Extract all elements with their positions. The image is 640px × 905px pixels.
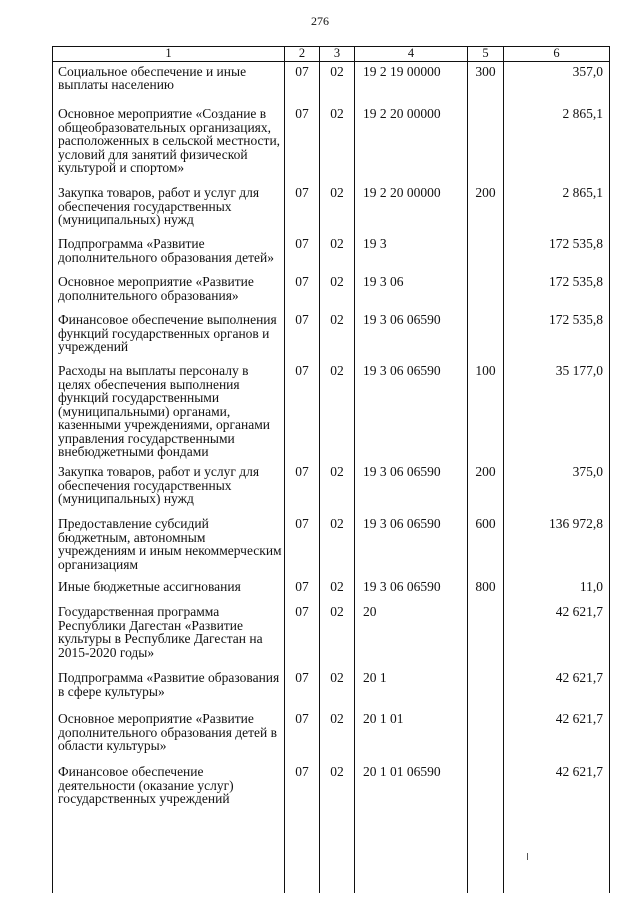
column-header-4: 4: [355, 47, 468, 62]
empty-cell: [285, 820, 320, 893]
subsection-code: 02: [320, 310, 355, 361]
column-header-6: 6: [504, 47, 610, 62]
section-code: 07: [285, 462, 320, 514]
amount: 42 621,7: [504, 709, 610, 762]
expense-type-code: [468, 668, 504, 709]
subsection-code: 02: [320, 602, 355, 668]
expense-type-code: [468, 602, 504, 668]
item-name: Основное мероприятие «Развитие дополнительного образования детей в области культуры»: [53, 709, 285, 762]
header-row: [53, 47, 610, 62]
item-name: Основное мероприятие «Развитие дополнительного образования»: [53, 272, 285, 310]
column-header-3: 3: [320, 47, 355, 62]
section-code: 07: [285, 183, 320, 234]
target-article-code: 19 3 06 06590: [355, 514, 468, 577]
expense-type-code: [468, 310, 504, 361]
target-article-code: 19 3 06 06590: [355, 462, 468, 514]
table-row: [53, 762, 610, 820]
expense-type-code: [468, 272, 504, 310]
subsection-code: 02: [320, 462, 355, 514]
subsection-code: 02: [320, 762, 355, 820]
amount: 2 865,1: [504, 183, 610, 234]
section-code: 07: [285, 602, 320, 668]
subsection-code: 02: [320, 104, 355, 183]
expense-type-code: 600: [468, 514, 504, 577]
item-name: Закупка товаров, работ и услуг для обеспечения государственных (муниципальных) нужд: [53, 462, 285, 514]
budget-table: [52, 46, 610, 893]
table-row: [53, 310, 610, 361]
column-header-1: 1: [53, 47, 285, 62]
scan-mark: [527, 853, 528, 860]
table-row: [53, 104, 610, 183]
subsection-code: 02: [320, 183, 355, 234]
table-row: [53, 668, 610, 709]
section-code: 07: [285, 310, 320, 361]
amount: 375,0: [504, 462, 610, 514]
subsection-code: 02: [320, 577, 355, 602]
target-article-code: 19 2 20 00000: [355, 183, 468, 234]
amount: 35 177,0: [504, 361, 610, 462]
table-row: [53, 462, 610, 514]
amount: 42 621,7: [504, 668, 610, 709]
expense-type-code: 300: [468, 61, 504, 104]
item-name: Подпрограмма «Развитие образования в сфере культуры»: [53, 668, 285, 709]
section-code: 07: [285, 668, 320, 709]
section-code: 07: [285, 709, 320, 762]
section-code: 07: [285, 104, 320, 183]
item-name: Государственная программа Республики Дагестан «Развитие культуры в Республике Дагестан на 2015-2020 годы»: [53, 602, 285, 668]
target-article-code: 19 3 06 06590: [355, 361, 468, 462]
amount: 172 535,8: [504, 310, 610, 361]
section-code: 07: [285, 514, 320, 577]
expense-type-code: 200: [468, 462, 504, 514]
target-article-code: 20: [355, 602, 468, 668]
item-name: Закупка товаров, работ и услуг для обеспечения государственных (муниципальных) нужд: [53, 183, 285, 234]
expense-type-code: [468, 104, 504, 183]
section-code: 07: [285, 272, 320, 310]
expense-type-code: 800: [468, 577, 504, 602]
expense-type-code: [468, 762, 504, 820]
empty-cell: [320, 820, 355, 893]
section-code: 07: [285, 577, 320, 602]
item-name: Иные бюджетные ассигнования: [53, 577, 285, 602]
subsection-code: 02: [320, 668, 355, 709]
subsection-code: 02: [320, 514, 355, 577]
expense-type-code: [468, 709, 504, 762]
item-name: Финансовое обеспечение деятельности (оказание услуг) государственных учреждений: [53, 762, 285, 820]
empty-cell: [53, 820, 285, 893]
amount: 11,0: [504, 577, 610, 602]
target-article-code: 20 1 01: [355, 709, 468, 762]
amount: 357,0: [504, 61, 610, 104]
subsection-code: 02: [320, 234, 355, 272]
section-code: 07: [285, 361, 320, 462]
item-name: Основное мероприятие «Создание в общеобразовательных организациях, расположенных в сельской местности, условий для занятий физической культурой и спортом»: [53, 104, 285, 183]
table-row: [53, 61, 610, 104]
subsection-code: 02: [320, 709, 355, 762]
target-article-code: 19 3 06 06590: [355, 310, 468, 361]
table-row: [53, 514, 610, 577]
target-article-code: 19 3 06 06590: [355, 577, 468, 602]
item-name: Подпрограмма «Развитие дополнительного образования детей»: [53, 234, 285, 272]
section-code: 07: [285, 762, 320, 820]
subsection-code: 02: [320, 361, 355, 462]
empty-cell: [468, 820, 504, 893]
target-article-code: 20 1 01 06590: [355, 762, 468, 820]
table-row: [53, 234, 610, 272]
amount: 42 621,7: [504, 762, 610, 820]
amount: 172 535,8: [504, 272, 610, 310]
column-header-2: 2: [285, 47, 320, 62]
item-name: Расходы на выплаты персоналу в целях обеспечения выполнения функций государственными (муниципальными) органами, казенными учреждениями, органами управления государственными внебюджетными фондами: [53, 361, 285, 462]
amount: 136 972,8: [504, 514, 610, 577]
amount: 172 535,8: [504, 234, 610, 272]
target-article-code: 19 3: [355, 234, 468, 272]
table-row: [53, 602, 610, 668]
item-name: Предоставление субсидий бюджетным, автономным учреждениям и иным некоммерческим организациям: [53, 514, 285, 577]
target-article-code: 20 1: [355, 668, 468, 709]
empty-cell: [504, 820, 610, 893]
target-article-code: 19 3 06: [355, 272, 468, 310]
expense-type-code: 200: [468, 183, 504, 234]
page-number: 276: [311, 14, 329, 28]
section-code: 07: [285, 61, 320, 104]
table-row: [53, 577, 610, 602]
target-article-code: 19 2 20 00000: [355, 104, 468, 183]
section-code: 07: [285, 234, 320, 272]
amount: 2 865,1: [504, 104, 610, 183]
column-header-5: 5: [468, 47, 504, 62]
item-name: Финансовое обеспечение выполнения функций государственных органов и учреждений: [53, 310, 285, 361]
subsection-code: 02: [320, 272, 355, 310]
table-row: [53, 361, 610, 462]
table-row: [53, 709, 610, 762]
table-filler-row: [53, 820, 610, 893]
amount: 42 621,7: [504, 602, 610, 668]
item-name: Социальное обеспечение и иные выплаты населению: [53, 61, 285, 104]
expense-type-code: 100: [468, 361, 504, 462]
table-row: [53, 183, 610, 234]
table-row: [53, 272, 610, 310]
subsection-code: 02: [320, 61, 355, 104]
empty-cell: [355, 820, 468, 893]
target-article-code: 19 2 19 00000: [355, 61, 468, 104]
expense-type-code: [468, 234, 504, 272]
